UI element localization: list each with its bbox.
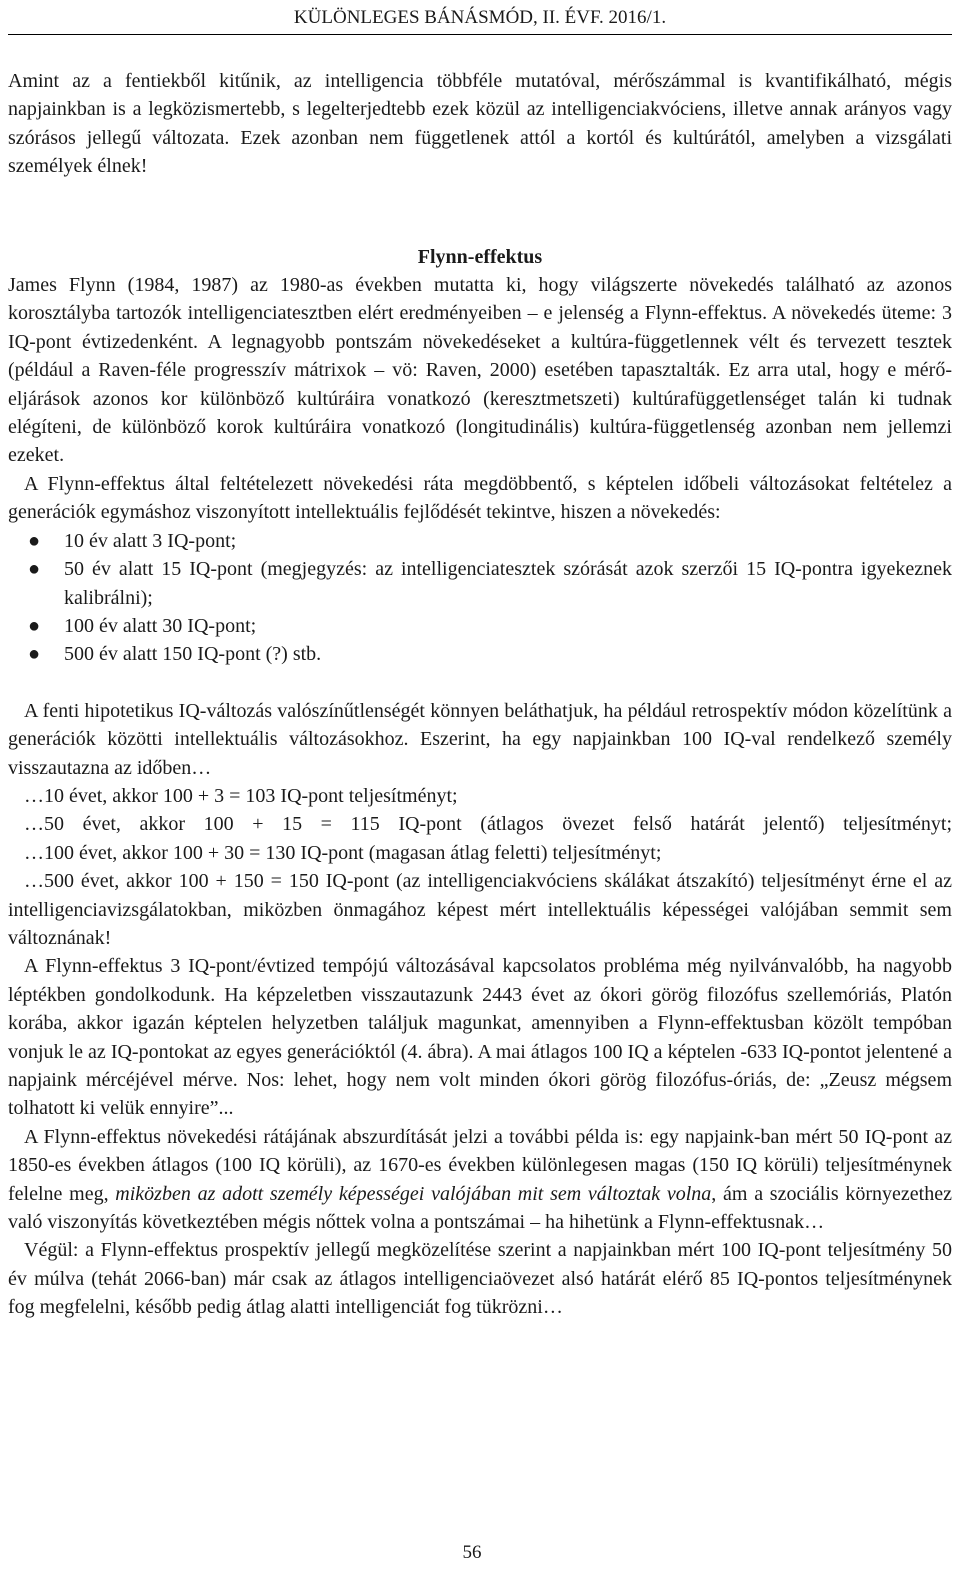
list-item: ● 100 év alatt 30 IQ-pont;: [8, 612, 952, 640]
list-item: ● 500 év alatt 150 IQ-pont (?) stb.: [8, 640, 952, 668]
paragraph-growth-rate: A Flynn-effektus által feltételezett növekedési ráta megdöbbentő, s képtelen időbeli változásokat feltételez a generációk egymáshoz viszonyított intellektuális fejlődését tekintve, hiszen a növekedés:: [8, 472, 952, 524]
paragraph-retrospective: A fenti hipotetikus IQ-változás valószínűtlenségét könnyen beláthatjuk, ha például retrospektív módon közelítünk a generációk közötti intellektuális változásokhoz. Eszerint, ha egy napjainkban 100 IQ-val rendelkező személy visszautazna az időben…: [8, 699, 952, 779]
paragraph-absurdity: A Flynn-effektus növekedési rátájának abszurdítását jelzi a további példa is: egy napjaink-ban mért 50 IQ-pont az 1850-es években átlagos (100 IQ körüli), az 1670-es években különlegesen magas (150 IQ körüli) teljesítménynek felelne meg, miközben az adott személy képességei valójában mit sem változtak volna, ám a szociális környezethez való viszonyítás következtében mégis nőttek volna a pontszámai – ha hihetünk a Flynn-effektusnak…: [8, 1125, 952, 1234]
example-line: …10 évet, akkor 100 + 3 = 103 IQ-pont teljesítményt;: [24, 784, 458, 807]
bullet-icon: ●: [28, 529, 41, 552]
paragraph-prospective: Végül: a Flynn-effektus prospektív jellegű megközelítése szerint a napjainkban mért 100 IQ-pont teljesítmény 50 év múlva (tehát 2066-ban) már csak az átlagos intelligenciaövezet alsó határát elérő 85 IQ-pontos teljesítménynek fog megfelelni, később pedig átlag alatti intelligenciát fog tükrözni…: [8, 1239, 952, 1319]
bullet-icon: ●: [28, 614, 41, 637]
paragraph-500-years: …500 évet, akkor 100 + 150 = 150 IQ-pont (az intelligenciakvóciens skálákat átszakító) teljesítményt érne el az intelligenciavizsgálatokban, miközben önmagához képest mért intellektuális képességei valójában semmit sem változnának!: [8, 870, 952, 949]
paragraph-flynn-intro: James Flynn (1984, 1987) az 1980-as években mutatta ki, hogy világszerte növekedés található az azonos korosztályba tartozók intelligenciatesztben elért eredményeiben – e jelenség a Flynn-effektus. A növekedés üteme: 3 IQ-pont évtizedenként. A legnagyobb pontszám növekedéseket a kultúra-függetlennek vélt és tervezett tesztek (például a Raven-féle progresszív mátrixok – vö: Raven, 2000) esetében tapasztalták. Ez arra utal, hogy e mérő-eljárások azonos kor különböző kultúráira vonatkozó (keresztmetszeti) kultúrafüggetlenséget talán ki tudnak elégíteni, de különböző korok kultúráira vonatkozó (longitudinális) kultúra-függetlenség azonban nem jellemzi ezeket.: [8, 274, 952, 467]
section-heading: Flynn-effektus: [417, 245, 543, 268]
page-number: 56: [462, 1542, 482, 1563]
growth-bullet-list: [8, 527, 952, 669]
running-header: KÜLÖNLEGES BÁNÁSMÓD, II. ÉVF. 2016/1.: [293, 7, 667, 28]
emphasis-text: miközben az adott személy képességei valójában mit sem változtak volna: [115, 1182, 712, 1205]
paragraph-platon: A Flynn-effektus 3 IQ-pont/évtized tempójú változásával kapcsolatos probléma még nyilvánvalóbb, ha nagyobb léptékben gondolkodunk. Ha képzeletben visszautazunk 2443 évet az ókori görög filozófus szellemóriás, Platón korába, akkor igazán képtelen helyzetben találjuk magunkat, amennyiben a Flynn-effektusban közölt tempóban vonjuk le az IQ-pontokat az egyes generációktól (4. ábra). A mai átlagos 100 IQ a képtelen -633 IQ-pontot jelentené a napjaink mércéjével mérve. Nos: lehet, hogy nem volt minden ókori görög filozófus-óriás, de: „Zeusz mégsem tolhatott ki velük ennyire”...: [8, 955, 952, 1120]
document-page: [8, 0, 952, 1322]
list-item: ● 10 év alatt 3 IQ-pont;: [8, 527, 952, 555]
list-item: ● 50 év alatt 15 IQ-pont (megjegyzés: az intelligenciatesztek szórását azok szerzői 15 IQ-pontra igyekeznek kalibrálni);: [8, 555, 952, 612]
bullet-icon: ●: [28, 558, 41, 581]
example-line: …50 évet, akkor 100 + 15 = 115 IQ-pont (átlagos övezet felső határát jelentő) teljesítményt;: [24, 813, 952, 836]
spacer: [8, 669, 952, 697]
bullet-icon: ●: [28, 643, 41, 666]
intro-paragraph: Amint az a fentiekből kitűnik, az intelligencia többféle mutatóval, mérőszámmal is kvantifikálható, mégis napjainkban is a legközismertebb, s legelterjedtebb ezek közül az intelligenciakvóciens, illetve annak arányos vagy szórásos jellegű változata. Ezek azonban nem függetlenek attól a kortól és kultúrától, amelyben a vizsgálati személyek élnek!: [8, 70, 952, 178]
example-line: …100 évet, akkor 100 + 30 = 130 IQ-pont (magasan átlag feletti) teljesítményt;: [24, 841, 662, 864]
header-divider: [8, 34, 952, 35]
